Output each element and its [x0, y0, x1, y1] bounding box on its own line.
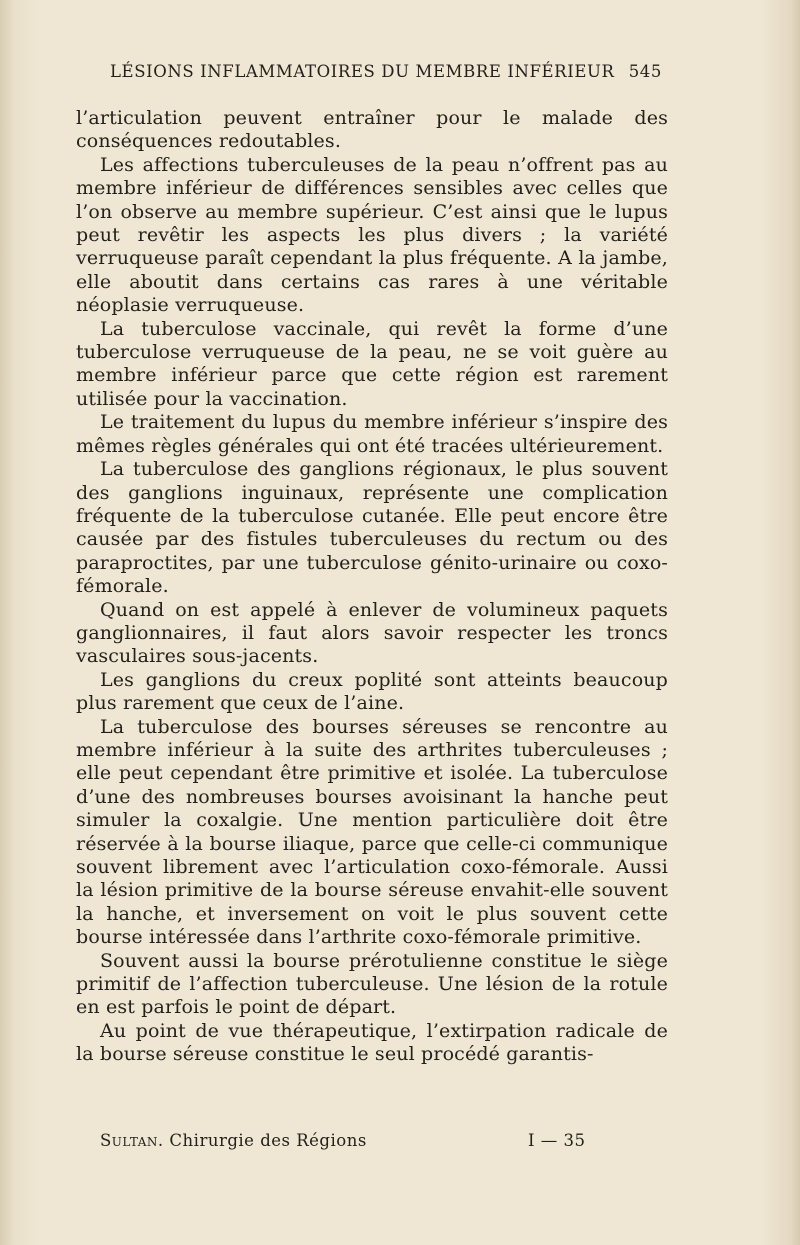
- paragraph-9: Souvent aussi la bourse prérotulienne constitue le siège primitif de l’affection tuberculeuse. Une lésion de la rotule en est parfois le point de départ.: [76, 949, 668, 1019]
- paragraph-8: La tuberculose des bourses séreuses se rencontre au membre inférieur à la suite des arthrites tuberculeuses ; elle peut cependant être primitive et isolée. La tuberculose d’une des nombreuses bourses avoisinant la hanche peut simuler la coxalgie. Une mention particulière doit être réservée à la bourse iliaque, parce que celle-ci communique souvent librement avec l’articulation coxo-fémorale. Aussi la lésion primitive de la bourse séreuse envahit-elle souvent la hanche, et inversement on voit le plus souvent cette bourse intéressée dans l’arthrite coxo-fémorale primitive.: [76, 715, 668, 949]
- footer-book-title: . Chirurgie des Régions: [157, 1131, 367, 1150]
- paragraph-2: Les affections tuberculeuses de la peau n’offrent pas au membre inférieur de différences sensibles avec celles que l’on observe au membre supérieur. C’est ainsi que le lupus peut revêtir les aspects les plus divers ; la variété verruqueuse paraît cependant la plus fréquente. A la jambe, elle aboutit dans certains cas rares à une véritable néoplasie verruqueuse.: [76, 153, 668, 317]
- paragraph-3: La tuberculose vaccinale, qui revêt la forme d’une tuberculose verruqueuse de la peau, ne se voit guère au membre inférieur parce que cette région est rarement utilisée pour la vaccination.: [76, 317, 668, 410]
- page-header: [110, 62, 662, 81]
- page-number: 545: [628, 62, 662, 81]
- paragraph-1: l’articulation peuvent entraîner pour le malade des conséquences redoutables.: [76, 107, 668, 153]
- paragraph-10: Au point de vue thérapeutique, l’extirpation radicale de la bourse séreuse constitue le seul procédé garantis-: [76, 1019, 668, 1066]
- body-text: [76, 107, 668, 1067]
- page-footer: [100, 1131, 612, 1150]
- signature-mark: I — 35: [528, 1131, 586, 1150]
- paragraph-4: Le traitement du lupus du membre inférieur s’inspire des mêmes règles générales qui ont été tracées ultérieurement.: [76, 411, 668, 457]
- paragraph-6: Quand on est appelé à enlever de volumineux paquets ganglionnaires, il faut alors savoir respecter les troncs vasculaires sous-jacents.: [76, 598, 668, 668]
- running-title: LÉSIONS INFLAMMATOIRES DU MEMBRE INFÉRIEUR: [110, 62, 615, 81]
- paragraph-5: La tuberculose des ganglions régionaux, le plus souvent des ganglions inguinaux, représente une complication fréquente de la tuberculose cutanée. Elle peut encore être causée par des fistules tuberculeuses du rectum ou des paraproctites, par une tuberculose génito-urinaire ou coxo-fémorale.: [76, 458, 668, 598]
- paragraph-7: Les ganglions du creux poplité sont atteints beaucoup plus rarement que ceux de l’aine.: [76, 668, 668, 715]
- footer-author: Sultan: [100, 1131, 158, 1150]
